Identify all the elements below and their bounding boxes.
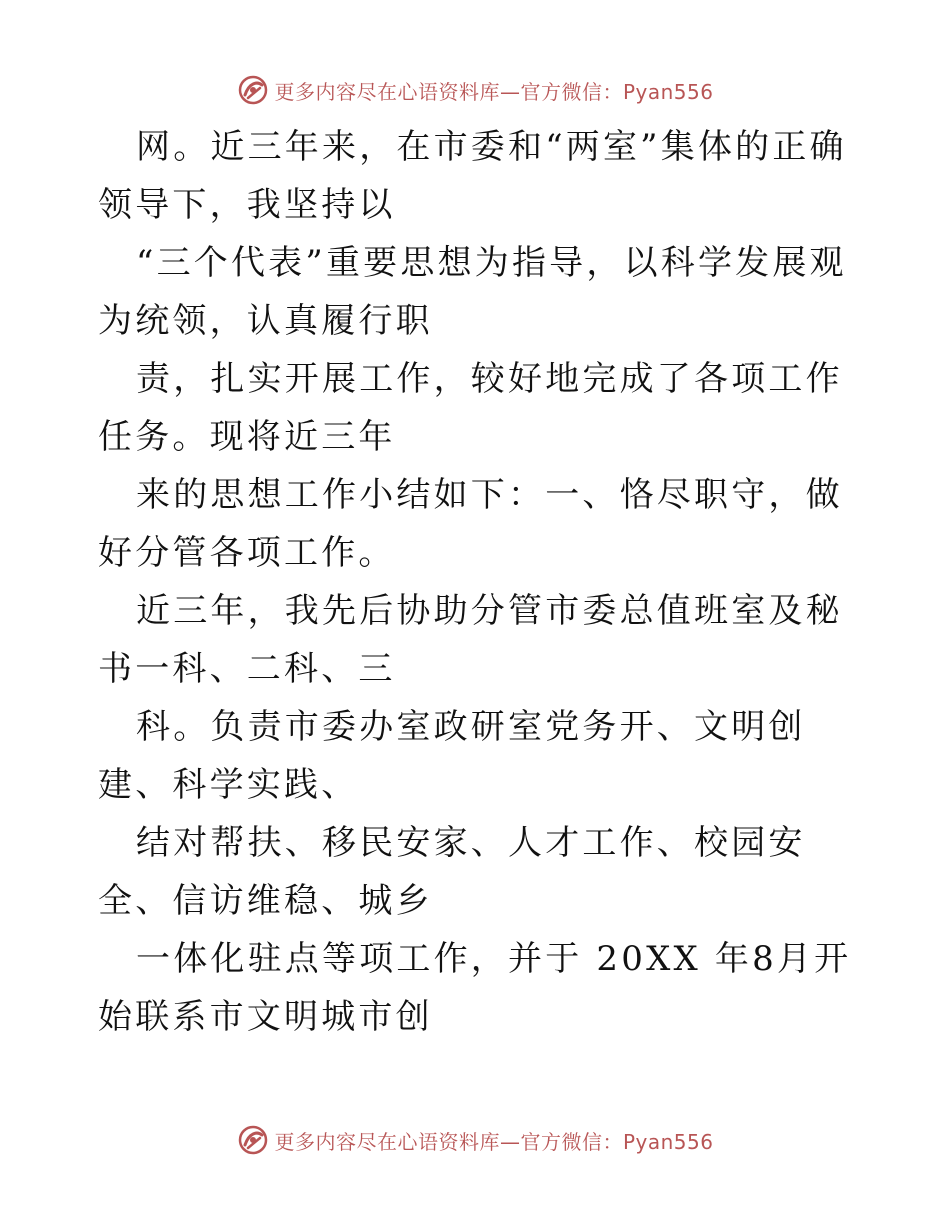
document-body bbox=[98, 118, 858, 1046]
paragraph: 一体化驻点等项工作，并于 20XX 年8月开始联系市文明城市创 bbox=[98, 939, 852, 1037]
banner-text: 更多内容尽在心语资料库—官方微信：Pyan556 bbox=[274, 1129, 714, 1154]
paragraph: 结对帮扶、移民安家、人才工作、校园安全、信访维稳、城乡 bbox=[98, 823, 806, 921]
footer-banner bbox=[0, 1120, 950, 1160]
paragraph: 近三年，我先后协助分管市委总值班室及秘书一科、二科、三 bbox=[98, 591, 843, 689]
stylized-logo-icon bbox=[236, 1123, 270, 1157]
banner-text: 更多内容尽在心语资料库—官方微信：Pyan556 bbox=[274, 79, 714, 104]
stylized-logo-icon bbox=[236, 73, 270, 107]
paragraph: 来的思想工作小结如下：一、恪尽职守，做好分管各项工作。 bbox=[98, 475, 843, 573]
paragraph: “三个代表”重要思想为指导，以科学发展观为统领，认真履行职 bbox=[98, 243, 847, 341]
paragraph: 责，扎实开展工作，较好地完成了各项工作任务。现将近三年 bbox=[98, 359, 843, 457]
header-banner bbox=[0, 70, 950, 110]
paragraph: 网。近三年来，在市委和“两室”集体的正确领导下，我坚持以 bbox=[98, 127, 847, 225]
paragraph: 科。负责市委办室政研室党务开、文明创建、科学实践、 bbox=[98, 707, 806, 805]
